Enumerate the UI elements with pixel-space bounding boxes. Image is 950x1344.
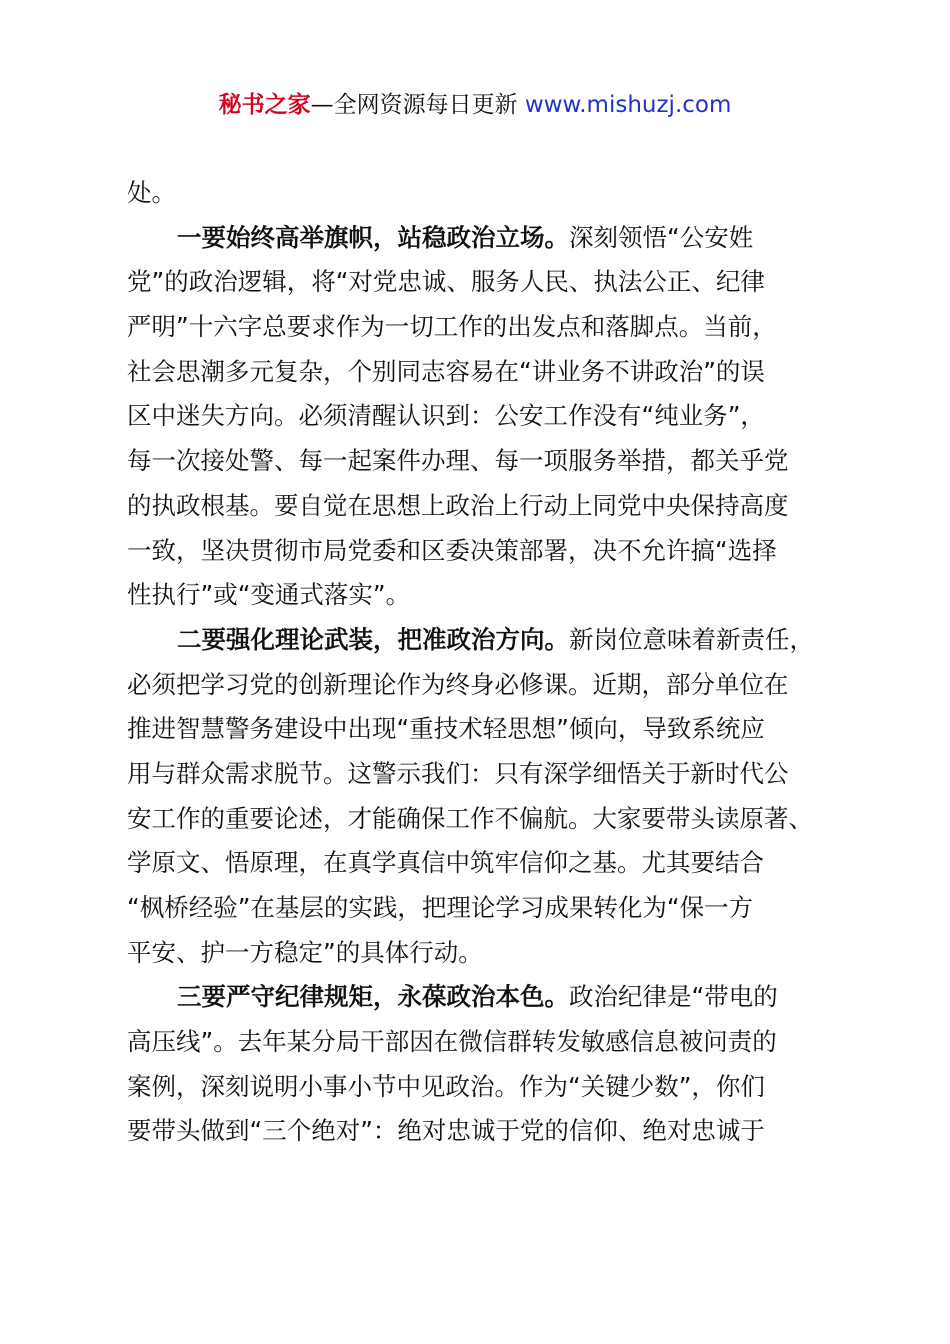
site-url-link[interactable]: www.mishuzj.com <box>524 92 732 118</box>
text-line: “枫桥经验”在基层的实践，把理论学习成果转化为“保一方 <box>127 893 754 922</box>
text-line: 处。 <box>127 178 176 207</box>
text-line: 严明”十六字总要求作为一切工作的出发点和落脚点。当前， <box>127 312 777 342</box>
paragraph-1-heading: 一要始终高举旗帜，站稳政治立场。 <box>177 222 569 252</box>
text-segment: 新岗位意味着新责任， <box>569 624 814 654</box>
paragraph-3-first-line <box>127 975 839 1020</box>
text-line: 高压线”。去年某分局干部因在微信群转发敏感信息被问责的 <box>127 1027 777 1057</box>
text-line: 案例，深刻说明小事小节中见政治。作为“关键少数”，你们 <box>127 1071 765 1101</box>
text-line: 每一次接处警、每一起案件办理、每一项服务举措，都关乎党 <box>127 446 789 476</box>
text-line: 推进智慧警务建设中出现“重技术轻思想”倾向，导致系统应 <box>127 714 765 744</box>
text-line: 区中迷失方向。必须清醒认识到：公安工作没有“纯业务”， <box>127 401 765 431</box>
paragraph-2-first-line <box>127 618 839 663</box>
text-line: 平安、护一方稳定”的具体行动。 <box>127 937 483 967</box>
text-line: 性执行”或“变通式落实”。 <box>127 580 411 610</box>
paragraph-3-heading: 三要严守纪律规矩，永葆政治本色。 <box>177 982 569 1012</box>
site-header <box>0 88 950 122</box>
text-line: 安工作的重要论述，才能确保工作不偏航。大家要带头读原著、 <box>127 803 813 833</box>
text-segment: 深刻领悟“公安姓 <box>569 222 754 252</box>
document-body <box>127 171 839 1154</box>
site-brand: 秘书之家 <box>218 92 311 118</box>
text-line: 社会思潮多元复杂，个别同志容易在“讲业务不讲政治”的误 <box>127 356 765 386</box>
text-line: 的执政根基。要自觉在思想上政治上行动上同党中央保持高度 <box>127 490 789 520</box>
text-line: 一致，坚决贯彻市局党委和区委决策部署，决不允许搞“选择 <box>127 535 777 565</box>
text-line: 党”的政治逻辑，将“对党忠诚、服务人民、执法公正、纪律 <box>127 267 765 297</box>
text-line: 用与群众需求脱节。这警示我们：只有深学细悟关于新时代公 <box>127 758 789 788</box>
text-line: 学原文、悟原理，在真学真信中筑牢信仰之基。尤其要结合 <box>127 848 764 878</box>
paragraph-1-first-line <box>127 216 839 261</box>
site-tagline: —全网资源每日更新 <box>310 92 525 118</box>
text-line: 要带头做到“三个绝对”：绝对忠诚于党的信仰、绝对忠诚于 <box>127 1116 765 1146</box>
text-segment: 政治纪律是“带电的 <box>569 982 778 1012</box>
paragraph-2-heading: 二要强化理论武装，把准政治方向。 <box>177 624 569 654</box>
text-line: 必须把学习党的创新理论作为终身必修课。近期，部分单位在 <box>127 669 789 699</box>
